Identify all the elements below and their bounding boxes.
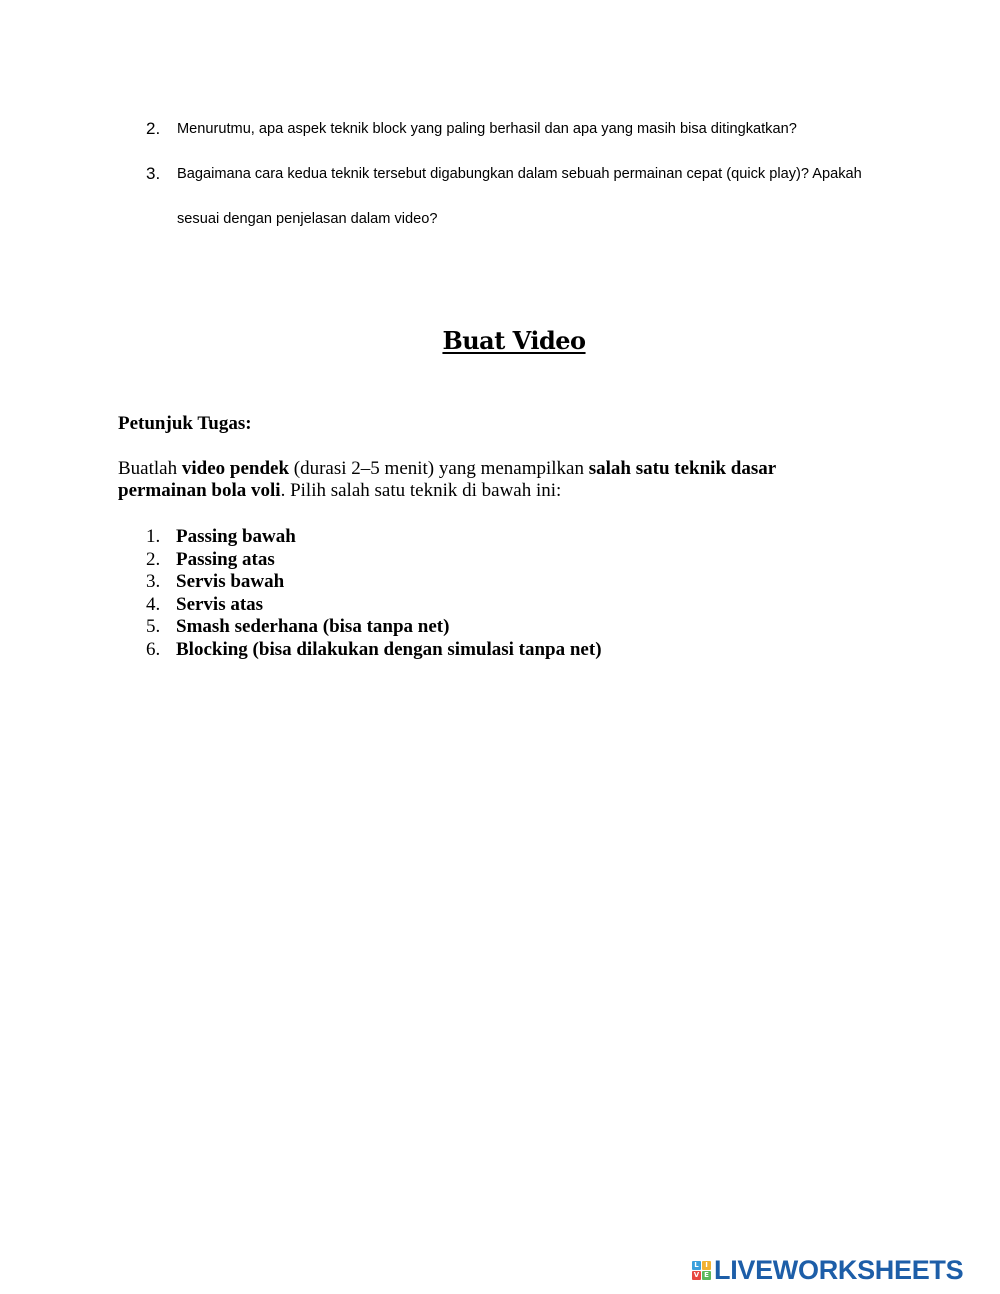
instruction-bold-text: video pendek <box>181 458 290 479</box>
logo-mark-letter: L <box>692 1261 701 1270</box>
section-title: Buat Video <box>442 326 586 355</box>
logo-mark-letter: I <box>702 1261 711 1270</box>
logo-mark-letter: V <box>693 1270 700 1279</box>
list-item-number: 1. <box>146 526 161 547</box>
list-item-number: 6. <box>146 638 161 660</box>
technique-list <box>146 526 602 662</box>
question-text: Menurutmu, apa aspek teknik block yang paling berhasil dan apa yang masih bisa ditingkatkan? <box>177 121 797 137</box>
question-number: 3. <box>146 164 161 183</box>
list-item-label: Servis atas <box>176 593 264 615</box>
list-item-number: 3. <box>146 571 161 593</box>
logo-text: LIVEWORKSHEETS <box>714 1255 964 1285</box>
list-item-label: Smash sederhana (bisa tanpa net) <box>176 616 450 638</box>
list-item-number: 5. <box>146 616 161 638</box>
list-item <box>146 616 602 639</box>
list-item-label: Passing atas <box>176 548 275 570</box>
list-item <box>146 549 602 572</box>
question-number: 2. <box>146 119 161 138</box>
list-item <box>146 526 602 549</box>
question-text: Bagaimana cara kedua teknik tersebut digabungkan dalam sebuah permainan cepat (quick play)? Apakah sesuai dengan penjelasan dalam video? <box>177 166 862 227</box>
list-item-number: 4. <box>146 593 161 615</box>
list-item-label: Passing bawah <box>176 526 296 547</box>
list-item <box>146 594 602 617</box>
list-item-number: 2. <box>146 548 161 570</box>
list-item-label: Blocking (bisa dilakukan dengan simulasi tanpa net) <box>176 638 602 660</box>
instruction-text: Buatlah <box>118 458 182 479</box>
liveworksheets-logo <box>692 1256 963 1284</box>
instructions-heading: Petunjuk Tugas: <box>118 413 252 434</box>
instruction-text: (durasi 2–5 menit) yang menampilkan <box>289 458 589 479</box>
list-item <box>146 571 602 594</box>
logo-mark-letter: E <box>702 1271 711 1280</box>
logo-mark-icon <box>692 1261 711 1280</box>
instruction-bold-text: salah satu teknik dasar permainan bola voli <box>118 458 776 501</box>
list-item <box>146 639 602 662</box>
instruction-text: . Pilih salah satu teknik di bawah ini: <box>280 480 562 501</box>
instruction-paragraph <box>118 458 838 502</box>
list-item-label: Servis bawah <box>176 571 285 593</box>
